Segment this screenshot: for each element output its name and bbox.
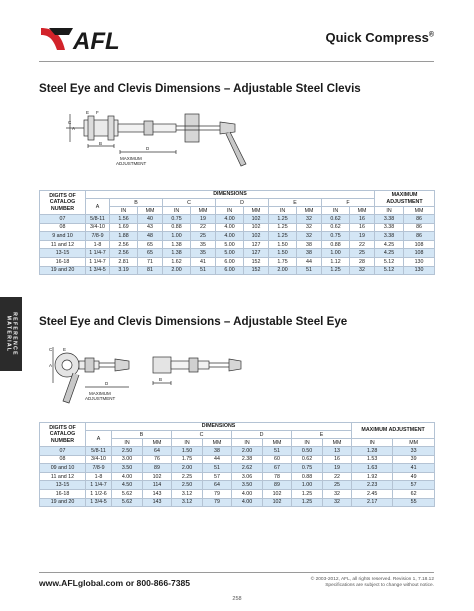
eye-table-cell: 102 [263, 498, 292, 507]
clevis-table-cell: 22 [191, 223, 216, 232]
eye-table-cell: 1.00 [292, 481, 323, 490]
eye-table-cell: 3.12 [172, 498, 203, 507]
eye-table-cell: 2.50 [112, 447, 143, 456]
eye-table-cell: 32 [323, 498, 352, 507]
clevis-table-row [40, 257, 435, 266]
clevis-table-cell: 25 [191, 232, 216, 241]
eye-table-cell: 114 [143, 481, 172, 490]
eye-table-cell: 2.00 [232, 447, 263, 456]
clevis-table-cell: 1.69 [110, 223, 138, 232]
clevis-table-cell: 108 [404, 240, 435, 249]
clevis-table-cell: 32 [297, 215, 322, 224]
eye-unit-in: IN [112, 439, 143, 447]
clevis-table-cell: 1 1/4-7 [86, 257, 110, 266]
clevis-label-c: C [68, 120, 72, 125]
eye-table-cell: 3.12 [172, 489, 203, 498]
clevis-col-c: C [163, 199, 216, 207]
eye-label-e: E [63, 347, 67, 352]
clevis-table-cell: 127 [244, 240, 269, 249]
clevis-table-cell: 127 [244, 249, 269, 258]
eye-table-cell: 79 [203, 489, 232, 498]
clevis-table-body [40, 215, 435, 275]
eye-table-cell: 4.00 [232, 498, 263, 507]
eye-table-body [40, 447, 435, 507]
clevis-table-cell: 19 [350, 232, 375, 241]
eye-unit-in: IN [352, 439, 393, 447]
clevis-table-cell: 4.25 [375, 249, 404, 258]
eye-col-b: B [112, 431, 172, 439]
clevis-table-cell: 102 [244, 232, 269, 241]
clevis-table-row [40, 249, 435, 258]
copyright-line: © 2003-2012, AFL, all rights reserved. Revision 1, 7.18.12 [310, 577, 434, 582]
clevis-unit-in: IN [163, 207, 191, 215]
eye-unit-in: IN [292, 439, 323, 447]
eye-table-cell: 78 [263, 472, 292, 481]
clevis-unit-in: IN [375, 207, 404, 215]
eye-table-cell: 3.50 [112, 464, 143, 473]
eye-table-cell: 2.25 [172, 472, 203, 481]
eye-table-cell: 07 [40, 447, 86, 456]
clevis-label-d: D [146, 146, 150, 151]
clevis-table-cell: 3.38 [375, 215, 404, 224]
clevis-drawing [60, 106, 250, 168]
eye-unit-in: IN [172, 439, 203, 447]
eye-table-cell: 4.00 [112, 472, 143, 481]
clevis-table-cell: 1.75 [269, 257, 297, 266]
eye-table-cell: 09 and 10 [40, 464, 86, 473]
eye-table-cell: 1 3/4-5 [86, 498, 112, 507]
eye-header-catalog-digits: DIGITS OF CATALOG NUMBER [40, 423, 86, 447]
eye-table-cell: 2.38 [232, 455, 263, 464]
clevis-table-cell: 51 [191, 266, 216, 275]
clevis-table-cell: 5.12 [375, 266, 404, 275]
clevis-table-cell: 5.00 [216, 240, 244, 249]
eye-table-cell: 2.00 [172, 464, 203, 473]
eye-table-cell: 25 [323, 481, 352, 490]
clevis-table-cell: 32 [297, 223, 322, 232]
clevis-table-cell: 7/8-9 [86, 232, 110, 241]
clevis-table-cell: 4.25 [375, 240, 404, 249]
eye-table-cell: 16-18 [40, 489, 86, 498]
eye-table-cell: 4.00 [232, 489, 263, 498]
clevis-table-cell: 1.25 [269, 232, 297, 241]
eye-table-cell: 3.50 [232, 481, 263, 490]
eye-table-cell: 39 [393, 455, 435, 464]
eye-table-cell: 57 [203, 472, 232, 481]
clevis-table-cell: 40 [138, 215, 163, 224]
clevis-label-maximum: MAXIMUM [120, 156, 142, 161]
eye-table-cell: 57 [393, 481, 435, 490]
eye-table-cell: 11 and 12 [40, 472, 86, 481]
eye-table-cell: 2.62 [232, 464, 263, 473]
eye-table-cell: 38 [203, 447, 232, 456]
clevis-table-row [40, 223, 435, 232]
clevis-table-cell: 1.25 [322, 266, 350, 275]
clevis-unit-in: IN [110, 207, 138, 215]
clevis-table-cell: 41 [191, 257, 216, 266]
tab-line-material: MATERIAL [5, 315, 11, 353]
clevis-table-cell: 2.00 [163, 266, 191, 275]
clevis-table-cell: 3.38 [375, 232, 404, 241]
eye-col-e: E [292, 431, 352, 439]
clevis-table-cell: 16 [350, 223, 375, 232]
clevis-table-cell: 2.00 [269, 266, 297, 275]
clevis-table-cell: 71 [138, 257, 163, 266]
eye-table-row [40, 464, 435, 473]
eye-table-cell: 1.92 [352, 472, 393, 481]
eye-table-cell: 51 [203, 464, 232, 473]
clevis-label-a: A [72, 126, 76, 131]
clevis-table-cell: 25 [350, 249, 375, 258]
clevis-table-cell: 102 [244, 215, 269, 224]
clevis-table-cell: 13-15 [40, 249, 86, 258]
clevis-table-cell: 1-8 [86, 240, 110, 249]
eye-table-cell: 5.62 [112, 498, 143, 507]
eye-label-adjustment: ADJUSTMENT [85, 396, 116, 401]
clevis-table-cell: 32 [350, 266, 375, 275]
clevis-table-cell: 0.62 [322, 215, 350, 224]
eye-table-cell: 89 [143, 464, 172, 473]
eye-unit-mm: MM [263, 439, 292, 447]
clevis-table-cell: 81 [138, 266, 163, 275]
clevis-table-cell: 43 [138, 223, 163, 232]
eye-table-cell: 79 [203, 498, 232, 507]
eye-table-row [40, 472, 435, 481]
clevis-label-f: F [96, 110, 99, 115]
header-divider [39, 61, 434, 62]
eye-label-c: C [49, 347, 53, 352]
eye-table-cell: 143 [143, 489, 172, 498]
clevis-table-cell: 35 [191, 240, 216, 249]
eye-table-cell: 1 1/2-6 [86, 489, 112, 498]
clevis-unit-mm: MM [191, 207, 216, 215]
clevis-unit-in: IN [269, 207, 297, 215]
clevis-unit-mm: MM [138, 207, 163, 215]
clevis-table-cell: 1.56 [110, 215, 138, 224]
product-line-name: Quick Compress [325, 30, 429, 45]
eye-table-cell: 102 [263, 489, 292, 498]
afl-logo [39, 26, 139, 52]
footer-copyright [311, 577, 434, 589]
clevis-header-catalog-digits: DIGITS OF CATALOG NUMBER [40, 191, 86, 215]
clevis-table-cell: 1.00 [163, 232, 191, 241]
clevis-col-a: A [86, 199, 110, 215]
eye-table-cell: 55 [393, 498, 435, 507]
clevis-table-cell: 1.00 [322, 249, 350, 258]
eye-table-cell: 51 [263, 447, 292, 456]
clevis-table-cell: 19 [191, 215, 216, 224]
eye-col-c: C [172, 431, 232, 439]
clevis-table-cell: 86 [404, 223, 435, 232]
clevis-table-cell: 86 [404, 215, 435, 224]
clevis-table-cell: 4.00 [216, 232, 244, 241]
clevis-table-cell: 35 [191, 249, 216, 258]
clevis-label-e: E [86, 110, 90, 115]
clevis-table-cell: 5.00 [216, 249, 244, 258]
eye-table-cell: 4.50 [112, 481, 143, 490]
clevis-table-cell: 4.00 [216, 215, 244, 224]
clevis-table-cell: 1.38 [163, 249, 191, 258]
clevis-table-cell: 2.81 [110, 257, 138, 266]
clevis-table-cell: 9 and 10 [40, 232, 86, 241]
clevis-unit-mm: MM [297, 207, 322, 215]
clevis-table-cell: 16 [350, 215, 375, 224]
eye-table-row [40, 489, 435, 498]
eye-dimensions-table [39, 422, 435, 507]
tab-line-reference: REFERENCE [11, 312, 18, 356]
eye-table-cell: 1.28 [352, 447, 393, 456]
eye-table-row [40, 455, 435, 464]
clevis-table-cell: 1.12 [322, 257, 350, 266]
clevis-table-cell: 44 [297, 257, 322, 266]
eye-table-cell: 2.50 [172, 481, 203, 490]
disclaimer-line: Specifications are subject to change without notice. [325, 583, 434, 588]
clevis-dimensions-table [39, 190, 435, 275]
clevis-table-cell: 5/8-11 [86, 215, 110, 224]
clevis-table-cell: 3/4-10 [86, 223, 110, 232]
eye-table-cell: 2.23 [352, 481, 393, 490]
eye-table-cell: 1-8 [86, 472, 112, 481]
eye-unit-mm: MM [323, 439, 352, 447]
logo-text: AFL [73, 28, 120, 52]
eye-label-b: B [159, 377, 163, 382]
clevis-table-cell: 2.56 [110, 249, 138, 258]
eye-table-cell: 19 and 20 [40, 498, 86, 507]
eye-table-cell: 143 [143, 498, 172, 507]
clevis-unit-mm: MM [350, 207, 375, 215]
eye-table-cell: 32 [323, 489, 352, 498]
eye-table-cell: 2.17 [352, 498, 393, 507]
clevis-col-f: F [322, 199, 375, 207]
eye-header-max-adjustment: MAXIMUM ADJUSTMENT [352, 423, 435, 439]
clevis-table-cell: 0.75 [322, 232, 350, 241]
clevis-table-cell: 152 [244, 266, 269, 275]
eye-table-cell: 60 [263, 455, 292, 464]
section-title-eye: Steel Eye and Clevis Dimensions – Adjustable Steel Eye [39, 315, 348, 328]
eye-label-a: A [49, 363, 53, 368]
clevis-table-cell: 32 [297, 232, 322, 241]
eye-table-cell: 44 [203, 455, 232, 464]
eye-table-row [40, 498, 435, 507]
eye-unit-mm: MM [393, 439, 435, 447]
eye-unit-in: IN [232, 439, 263, 447]
clevis-table-cell: 0.75 [163, 215, 191, 224]
reference-material-label [5, 297, 18, 371]
eye-header-dimensions: DIMENSIONS [86, 423, 352, 431]
clevis-table-cell: 16-18 [40, 257, 86, 266]
clevis-col-e: E [269, 199, 322, 207]
clevis-table-cell: 1.88 [110, 232, 138, 241]
clevis-table-cell: 1 1/4-7 [86, 249, 110, 258]
footer-contact: www.AFLglobal.com or 800-866-7385 [39, 578, 191, 588]
clevis-table-cell: 48 [138, 232, 163, 241]
eye-table-cell: 2.45 [352, 489, 393, 498]
eye-table-cell: 13 [323, 447, 352, 456]
clevis-label-adjustment: ADJUSTMENT [116, 161, 147, 166]
clevis-table-cell: 0.62 [322, 223, 350, 232]
clevis-table-cell: 08 [40, 223, 86, 232]
clevis-table-cell: 0.88 [322, 240, 350, 249]
clevis-table-cell: 6.00 [216, 266, 244, 275]
clevis-table-cell: 51 [297, 266, 322, 275]
eye-table-row [40, 481, 435, 490]
clevis-table-cell: 2.56 [110, 240, 138, 249]
eye-col-d: D [232, 431, 292, 439]
page-number: 258 [232, 596, 242, 602]
eye-table-cell: 62 [393, 489, 435, 498]
eye-table-cell: 41 [393, 464, 435, 473]
eye-table-cell: 0.88 [292, 472, 323, 481]
eye-table-cell: 13-15 [40, 481, 86, 490]
clevis-header-max-adjustment: MAXIMUM ADJUSTMENT [375, 191, 435, 207]
clevis-table-row [40, 266, 435, 275]
eye-table-cell: 22 [323, 472, 352, 481]
clevis-table-cell: 38 [297, 249, 322, 258]
clevis-table-cell: 0.88 [163, 223, 191, 232]
clevis-header-dimensions: DIMENSIONS [86, 191, 375, 199]
clevis-table-cell: 1.25 [269, 223, 297, 232]
clevis-table-cell: 1.62 [163, 257, 191, 266]
eye-table-cell: 102 [143, 472, 172, 481]
eye-table-cell: 19 [323, 464, 352, 473]
clevis-table-cell: 86 [404, 232, 435, 241]
eye-table-cell: 3.00 [112, 455, 143, 464]
eye-drawing [45, 343, 245, 405]
eye-table-cell: 1.25 [292, 489, 323, 498]
clevis-table-cell: 130 [404, 257, 435, 266]
clevis-col-d: D [216, 199, 269, 207]
eye-table-cell: 16 [323, 455, 352, 464]
eye-table-cell: 1.50 [172, 447, 203, 456]
eye-label-d: D [105, 381, 109, 386]
eye-table-cell: 0.50 [292, 447, 323, 456]
clevis-table-cell: 5.12 [375, 257, 404, 266]
eye-table-cell: 5.62 [112, 489, 143, 498]
section-title-clevis: Steel Eye and Clevis Dimensions – Adjustable Steel Clevis [39, 82, 361, 95]
eye-table-cell: 3/4-10 [86, 455, 112, 464]
reference-material-tab [0, 297, 22, 371]
clevis-table-cell: 1.50 [269, 240, 297, 249]
eye-table-row [40, 447, 435, 456]
clevis-table-cell: 102 [244, 223, 269, 232]
clevis-table-cell: 22 [350, 240, 375, 249]
clevis-unit-mm: MM [244, 207, 269, 215]
product-line-title [326, 30, 435, 45]
clevis-table-cell: 130 [404, 266, 435, 275]
clevis-unit-in: IN [322, 207, 350, 215]
clevis-col-b: B [110, 199, 163, 207]
clevis-table-row [40, 232, 435, 241]
clevis-table-cell: 108 [404, 249, 435, 258]
eye-col-a: A [86, 431, 112, 447]
clevis-table-cell: 65 [138, 249, 163, 258]
clevis-table-cell: 1.38 [163, 240, 191, 249]
eye-table-cell: 1.63 [352, 464, 393, 473]
clevis-table-row [40, 240, 435, 249]
eye-table-cell: 76 [143, 455, 172, 464]
eye-table-cell: 67 [263, 464, 292, 473]
clevis-table-cell: 07 [40, 215, 86, 224]
clevis-table-cell: 3.19 [110, 266, 138, 275]
clevis-table-cell: 19 and 20 [40, 266, 86, 275]
clevis-table-cell: 38 [297, 240, 322, 249]
clevis-table-cell: 28 [350, 257, 375, 266]
clevis-table-cell: 1.25 [269, 215, 297, 224]
eye-table-cell: 49 [393, 472, 435, 481]
eye-table-cell: 08 [40, 455, 86, 464]
clevis-table-cell: 3.38 [375, 223, 404, 232]
eye-table-cell: 3.06 [232, 472, 263, 481]
clevis-table-cell: 4.00 [216, 223, 244, 232]
clevis-table-cell: 6.00 [216, 257, 244, 266]
eye-table-cell: 89 [263, 481, 292, 490]
footer-divider [39, 572, 434, 573]
eye-table-cell: 64 [203, 481, 232, 490]
eye-table-cell: 33 [393, 447, 435, 456]
clevis-table-cell: 65 [138, 240, 163, 249]
registered-mark: ® [428, 31, 434, 39]
eye-table-cell: 0.62 [292, 455, 323, 464]
clevis-unit-mm: MM [404, 207, 435, 215]
eye-table-cell: 5/8-11 [86, 447, 112, 456]
clevis-label-b: B [99, 141, 103, 146]
eye-unit-mm: MM [203, 439, 232, 447]
clevis-table-cell: 1.50 [269, 249, 297, 258]
eye-table-cell: 1.53 [352, 455, 393, 464]
eye-table-cell: 0.75 [292, 464, 323, 473]
eye-unit-mm: MM [143, 439, 172, 447]
eye-table-cell: 64 [143, 447, 172, 456]
eye-label-maximum: MAXIMUM [89, 391, 111, 396]
clevis-table-row [40, 215, 435, 224]
clevis-unit-in: IN [216, 207, 244, 215]
eye-table-cell: 7/8-9 [86, 464, 112, 473]
clevis-table-cell: 1 3/4-5 [86, 266, 110, 275]
clevis-table-cell: 152 [244, 257, 269, 266]
eye-table-cell: 1.75 [172, 455, 203, 464]
clevis-table-cell: 11 and 12 [40, 240, 86, 249]
eye-table-cell: 1.25 [292, 498, 323, 507]
eye-table-cell: 1 1/4-7 [86, 481, 112, 490]
